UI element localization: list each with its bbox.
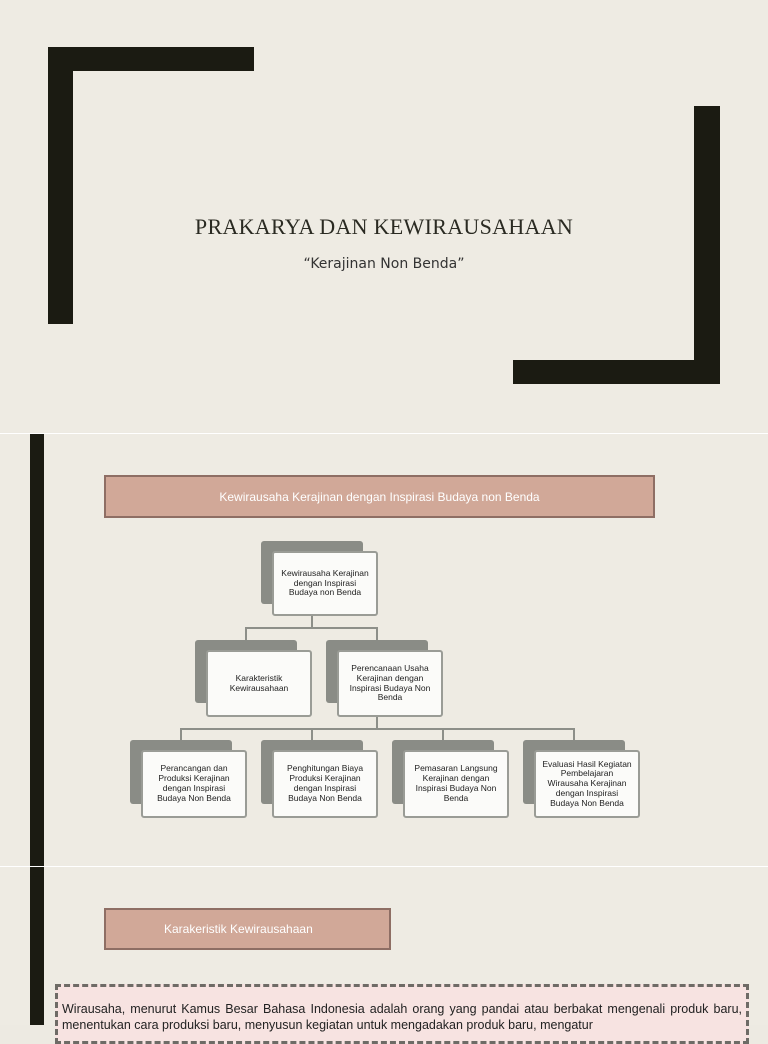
connector xyxy=(376,627,378,641)
tree-root-node xyxy=(261,541,379,619)
frame-top-left-horizontal xyxy=(48,47,254,71)
node-box: Perancangan dan Produksi Kerajinan dengan Inspirasi Budaya Non Benda xyxy=(141,750,247,818)
page-title: PRAKARYA DAN KEWIRAUSAHAAN xyxy=(194,214,574,239)
tree-level2-node xyxy=(195,640,313,718)
tree-level3-node xyxy=(392,740,510,820)
node-box: Perencanaan Usaha Kerajinan dengan Inspirasi Budaya Non Benda xyxy=(337,650,443,717)
section-header-text: Karakeristik Kewirausahaan xyxy=(164,922,313,936)
section-header xyxy=(104,908,391,950)
connector xyxy=(245,627,247,641)
connector xyxy=(180,728,575,730)
tree-level3-node xyxy=(261,740,379,820)
section-header-text: Kewirausaha Kerajinan dengan Inspirasi Budaya non Benda xyxy=(219,489,540,504)
title-slide xyxy=(0,0,768,432)
frame-top-left-vertical xyxy=(48,47,73,324)
left-accent-bar xyxy=(30,867,44,1025)
left-accent-bar xyxy=(30,434,44,866)
node-box: Kewirausaha Kerajinan dengan Inspirasi Budaya non Benda xyxy=(272,551,378,616)
connector xyxy=(245,627,378,629)
tree-level3-node xyxy=(130,740,248,820)
frame-bottom-right-vertical xyxy=(694,106,720,384)
frame-bottom-right-horizontal xyxy=(513,360,720,384)
definition-paragraph: Wirausaha, menurut Kamus Besar Bahasa Indonesia adalah orang yang pandai atau berbakat mengenali produk baru, menentukan cara produksi baru, menyusun kegiatan untuk mengadakan produk baru, mengatur xyxy=(55,984,749,1044)
node-box: Evaluasi Hasil Kegiatan Pembelajaran Wirausaha Kerajinan dengan Inspirasi Budaya Non Benda xyxy=(534,750,640,818)
node-box: Karakteristik Kewirausahaan xyxy=(206,650,312,717)
org-chart-slide xyxy=(0,433,768,866)
section-header xyxy=(104,475,655,518)
tree-level2-node xyxy=(326,640,444,718)
tree-level3-node xyxy=(523,740,641,820)
page-subtitle: “Kerajinan Non Benda” xyxy=(303,256,465,272)
node-box: Pemasaran Langsung Kerajinan dengan Inspirasi Budaya Non Benda xyxy=(403,750,509,818)
node-box: Penghitungan Biaya Produksi Kerajinan dengan Inspirasi Budaya Non Benda xyxy=(272,750,378,818)
